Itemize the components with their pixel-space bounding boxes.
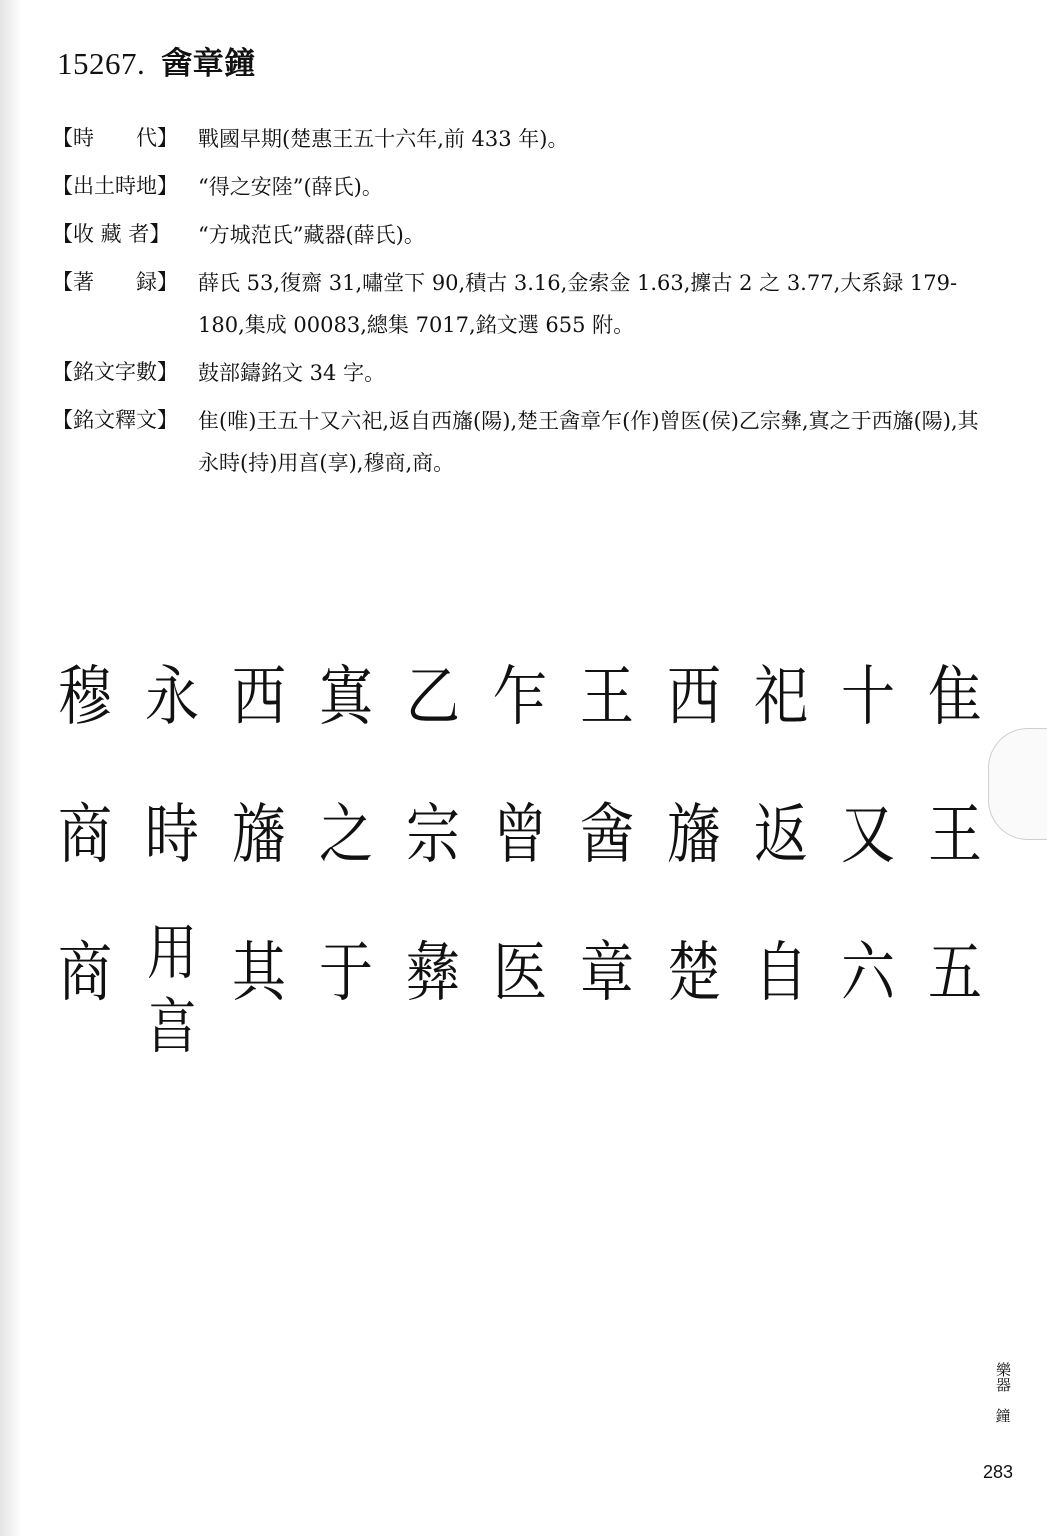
field-bibliography — [52, 262, 997, 346]
inscription-glyph: 于 — [319, 934, 373, 1011]
field-provenance — [52, 166, 997, 208]
inscription-glyph: 商 — [58, 796, 112, 873]
inscription-column — [833, 640, 903, 1054]
page-number: 283 — [983, 1462, 1014, 1482]
inscription-glyph: 西 — [232, 658, 286, 735]
inscription-column — [311, 640, 381, 1054]
inscription-glyph: 宗 — [406, 796, 460, 873]
inscription-glyph: 乍 — [493, 658, 547, 735]
inscription-glyph: 又 — [841, 796, 895, 873]
inscription-glyph: 章 — [580, 934, 634, 1011]
inscription-rubbing — [60, 640, 990, 1060]
inscription-glyph: 楚 — [667, 934, 721, 1011]
inscription-glyph: 永 — [145, 658, 199, 735]
field-label: 【出土時地】 — [52, 174, 178, 198]
field-transcription — [52, 400, 997, 484]
field-value: “方城范氏”藏器(薛氏)。 — [198, 223, 425, 247]
inscription-glyph: 彝 — [406, 934, 460, 1011]
inscription-glyph: 王 — [580, 658, 634, 735]
inscription-glyph: 自 — [754, 934, 808, 1011]
inscription-column — [920, 640, 990, 1054]
page-tab-marker — [988, 728, 1047, 840]
inscription-glyph: 寘 — [319, 658, 373, 735]
inscription-glyph: 六 — [841, 934, 895, 1011]
side-caption — [990, 1362, 1016, 1426]
field-value: 薛氏 53,復齋 31,嘯堂下 90,積古 3.16,金索金 1.63,攈古 2 之 3.77,大系録 179-180,集成 00083,總集 7017,銘文選 655 附。 — [198, 271, 958, 337]
field-value: 隹(唯)王五十又六祀,返自西旛(陽),楚王酓章乍(作)曾医(侯)乙宗彝,寘之于西旛(陽),其永時(持)用亯(享),穆商,商。 — [198, 409, 979, 475]
field-label: 【時 代】 — [52, 126, 178, 150]
field-label: 【銘文釋文】 — [52, 408, 178, 432]
inscription-glyph: 旛 — [232, 796, 286, 873]
side-caption-type: 鐘 — [995, 1407, 1011, 1425]
inscription-glyph: 旛 — [667, 796, 721, 873]
field-label: 【著 録】 — [52, 270, 178, 294]
inscription-glyph: 祀 — [754, 658, 808, 735]
inscription-glyph: 商 — [58, 934, 112, 1011]
inscription-glyph: 十 — [841, 658, 895, 735]
inscription-glyph: 乙 — [406, 658, 460, 735]
field-value: 鼓部鑄銘文 34 字。 — [198, 361, 386, 385]
inscription-glyph: 之 — [319, 796, 373, 873]
field-label: 【收 藏 者】 — [52, 222, 171, 246]
inscription-column — [224, 640, 294, 1054]
inscription-column — [398, 640, 468, 1054]
inscription-glyph: 西 — [667, 658, 721, 735]
inscription-glyph: 酓 — [580, 796, 634, 873]
page-gutter-shadow — [0, 0, 22, 1536]
inscription-glyph: 時 — [145, 796, 199, 873]
inscription-glyph: 曾 — [493, 796, 547, 873]
inscription-column — [137, 640, 207, 1064]
inscription-glyph: 医 — [493, 934, 547, 1011]
inscription-glyph: 隹 — [928, 658, 982, 735]
field-label: 【銘文字數】 — [52, 360, 178, 384]
inscription-column — [50, 640, 120, 1054]
inscription-glyph: 用 — [147, 918, 197, 988]
field-collector — [52, 214, 997, 256]
catalog-fields — [52, 118, 997, 490]
side-caption-category: 樂器 — [994, 1362, 1012, 1392]
entry-number: 15267. — [57, 46, 146, 81]
entry-heading — [57, 38, 256, 83]
inscription-glyph: 其 — [232, 934, 286, 1011]
inscription-column — [572, 640, 642, 1054]
inscription-glyph: 亯 — [147, 992, 197, 1062]
inscription-column — [659, 640, 729, 1054]
inscription-glyph: 五 — [928, 934, 982, 1011]
field-value: 戰國早期(楚惠王五十六年,前 433 年)。 — [198, 127, 569, 151]
field-character-count — [52, 352, 997, 394]
field-period — [52, 118, 997, 160]
inscription-column — [485, 640, 555, 1054]
inscription-glyph: 王 — [928, 796, 982, 873]
field-value: “得之安陸”(薛氏)。 — [198, 175, 383, 199]
inscription-glyph: 返 — [754, 796, 808, 873]
inscription-column — [746, 640, 816, 1054]
inscription-glyph: 穆 — [58, 658, 112, 735]
entry-title: 酓章鐘 — [161, 46, 256, 82]
